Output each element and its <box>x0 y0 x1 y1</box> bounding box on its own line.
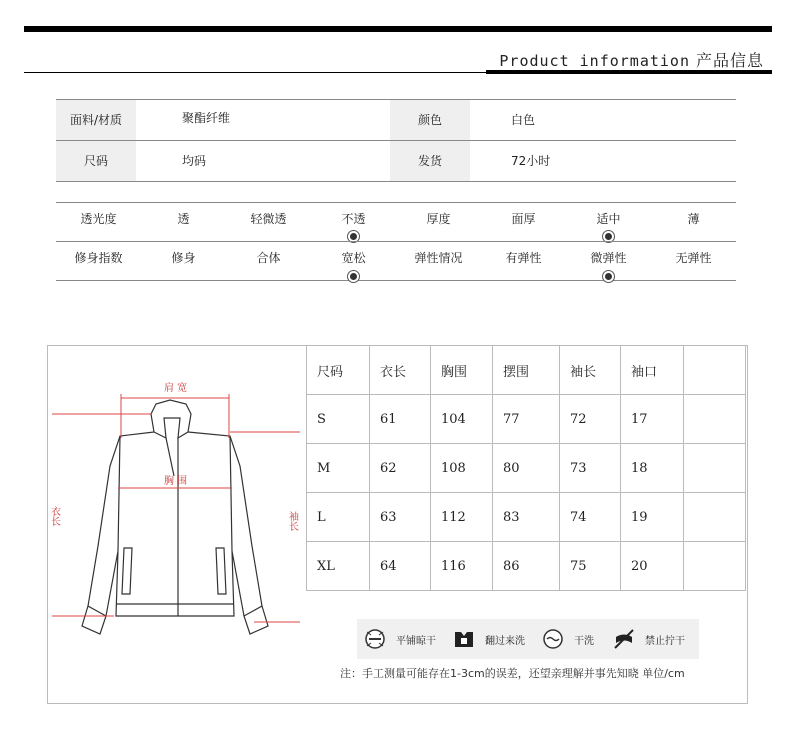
care-item <box>612 627 685 651</box>
info-value: 聚酯纤维 <box>182 111 231 125</box>
table-cell: 18 <box>621 444 684 493</box>
attribute-scales <box>56 202 736 281</box>
column-header: 衣长 <box>370 346 431 395</box>
table-cell <box>684 395 746 444</box>
table-cell: 116 <box>431 542 493 591</box>
selected-marker <box>603 271 614 282</box>
header-accent-rule <box>486 70 772 74</box>
size-table <box>306 345 746 591</box>
table-cell: 72 <box>560 395 621 444</box>
table-cell: 83 <box>493 493 560 542</box>
table-cell: M <box>307 444 370 493</box>
table-cell: 74 <box>560 493 621 542</box>
table-cell: 62 <box>370 444 431 493</box>
table-header-row <box>307 346 746 395</box>
scale-option: 面厚 <box>511 212 536 226</box>
column-header: 袖口 <box>621 346 684 395</box>
table-cell: 17 <box>621 395 684 444</box>
care-label: 翻过来洗 <box>485 635 525 647</box>
table-cell: 63 <box>370 493 431 542</box>
info-value: 均码 <box>182 154 207 168</box>
table-cell: 108 <box>431 444 493 493</box>
info-table <box>56 99 736 182</box>
scale-option-selected: 微弹性 <box>590 251 627 265</box>
info-row <box>56 140 736 182</box>
table-cell: 80 <box>493 444 560 493</box>
table-cell: L <box>307 493 370 542</box>
info-label: 面料/材质 <box>56 100 136 140</box>
scale-option: 合体 <box>256 251 281 265</box>
table-cell: 75 <box>560 542 621 591</box>
title-chinese: 产品信息 <box>695 51 764 70</box>
table-row <box>307 493 746 542</box>
scale-name: 弹性情况 <box>414 251 463 265</box>
column-header: 袖长 <box>560 346 621 395</box>
table-cell: 20 <box>621 542 684 591</box>
table-cell: 86 <box>493 542 560 591</box>
info-value: 72小时 <box>511 154 551 168</box>
info-label: 尺码 <box>56 141 136 181</box>
dry-clean-icon <box>541 628 565 650</box>
care-instructions <box>357 619 699 659</box>
jacket-illustration <box>48 346 306 702</box>
turn-inside-out-icon <box>452 628 476 650</box>
table-cell: 64 <box>370 542 431 591</box>
column-header: 胸围 <box>431 346 493 395</box>
shoulder-width-label: 肩 宽 <box>164 383 188 394</box>
scale-name: 厚度 <box>426 212 451 226</box>
table-cell: 73 <box>560 444 621 493</box>
table-row <box>307 395 746 444</box>
scale-option-selected: 宽松 <box>341 251 366 265</box>
table-cell <box>684 444 746 493</box>
table-cell <box>684 493 746 542</box>
info-label: 颜色 <box>390 100 470 140</box>
scale-option: 透 <box>177 212 190 226</box>
scale-option-selected: 不透 <box>341 212 366 226</box>
jacket-measurement-diagram <box>48 346 306 702</box>
measurement-note: 注：手工测量可能存在1-3cm的误差，还望亲理解并事先知晓 单位/cm <box>340 667 685 680</box>
scale-name: 透光度 <box>80 212 117 226</box>
chest-label: 胸 围 <box>164 476 188 487</box>
title-english: Product information <box>499 52 690 70</box>
info-label: 发货 <box>390 141 470 181</box>
info-value: 白色 <box>511 113 536 127</box>
flat-dry-icon <box>363 628 387 650</box>
care-label: 禁止拧干 <box>645 635 685 647</box>
table-row <box>307 542 746 591</box>
section-title <box>499 48 764 71</box>
scale-option: 轻微透 <box>250 212 287 226</box>
table-cell: S <box>307 395 370 444</box>
sleeve-length-label: 袖长 <box>286 511 298 531</box>
info-row <box>56 99 736 140</box>
scale-name: 修身指数 <box>74 251 123 265</box>
scale-option-selected: 适中 <box>596 212 621 226</box>
scale-row <box>56 202 736 241</box>
care-item <box>541 627 594 651</box>
table-cell: 61 <box>370 395 431 444</box>
column-header: 摆围 <box>493 346 560 395</box>
care-label: 干洗 <box>574 635 594 647</box>
care-item <box>363 627 436 651</box>
length-label: 衣长 <box>48 506 60 526</box>
scale-option: 有弹性 <box>505 251 542 265</box>
table-row <box>307 444 746 493</box>
table-cell: 104 <box>431 395 493 444</box>
scale-option: 修身 <box>171 251 196 265</box>
table-cell: 19 <box>621 493 684 542</box>
scale-row <box>56 241 736 281</box>
table-cell <box>684 542 746 591</box>
scale-option: 无弹性 <box>675 251 712 265</box>
top-bar <box>24 26 772 32</box>
selected-marker <box>348 271 359 282</box>
table-cell: 77 <box>493 395 560 444</box>
column-header <box>684 346 746 395</box>
column-header: 尺码 <box>307 346 370 395</box>
no-wring-icon <box>612 628 636 650</box>
table-cell: XL <box>307 542 370 591</box>
table-cell: 112 <box>431 493 493 542</box>
care-item <box>452 627 525 651</box>
scale-option: 薄 <box>687 212 700 226</box>
care-label: 平铺晾干 <box>396 635 436 647</box>
